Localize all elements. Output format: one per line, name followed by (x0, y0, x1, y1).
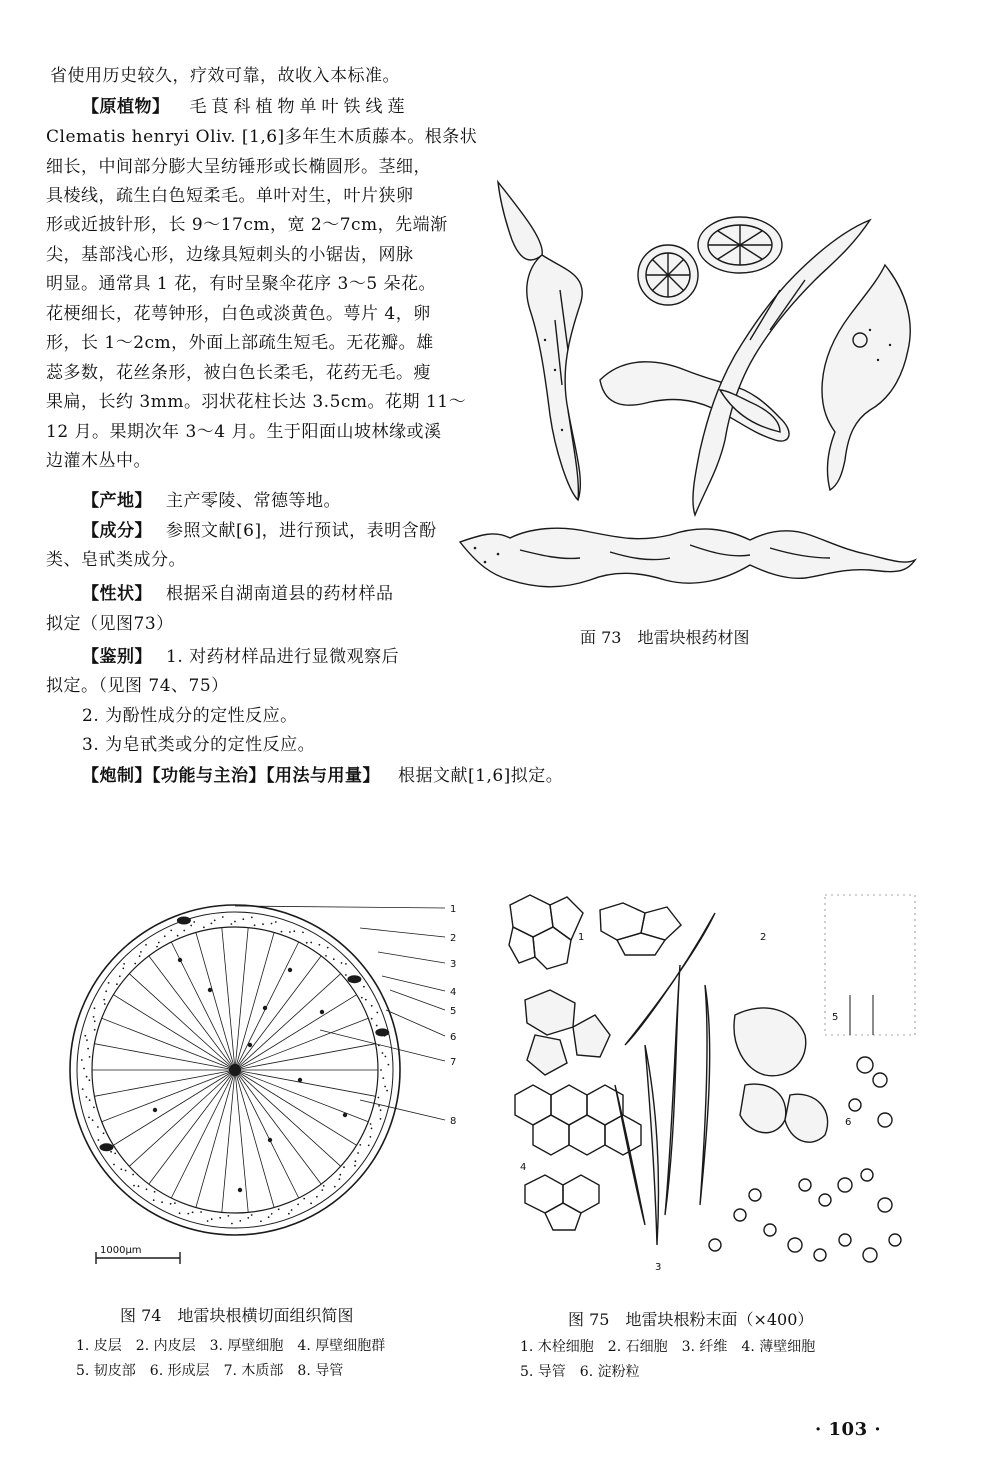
phloem-dot (154, 1191, 156, 1193)
section-tag: 【产地】 (82, 491, 152, 511)
phloem-dot (260, 1220, 262, 1222)
phloem-dot (93, 1107, 95, 1109)
phloem-dot (251, 1214, 253, 1216)
phloem-dot (371, 1018, 373, 1020)
phloem-dot (251, 917, 253, 919)
figure-74-label: 8 (450, 1116, 457, 1127)
phloem-dot (345, 974, 347, 976)
phloem-dot (386, 1090, 388, 1092)
xylem-ray (222, 1070, 235, 1212)
phloem-dot (380, 1109, 382, 1111)
starch-grains (709, 1057, 901, 1262)
phloem-dot (345, 963, 347, 965)
xylem-ray (129, 1070, 235, 1166)
phloem-dot (281, 931, 283, 933)
figure-74-label: 5 (450, 1006, 457, 1017)
text-line: 拟定。（见图 74、75） (46, 676, 229, 696)
phloem-dot (341, 962, 343, 964)
xylem-ray (222, 928, 235, 1070)
phloem-dot (365, 999, 367, 1001)
vessel (248, 1043, 252, 1047)
phloem-dot (146, 1188, 148, 1190)
phloem-dot (211, 1218, 213, 1220)
phloem-dot (254, 924, 256, 926)
phloem-dot (293, 930, 295, 932)
section-tag: 【性状】 (82, 584, 152, 604)
text-line: 根据采自湖南道县的药材样品 (166, 584, 394, 604)
phloem-dot (378, 1105, 380, 1107)
text-line: 细长，中间部分膨大呈纺锤形或长椭圆形。茎细， (46, 157, 431, 177)
vessel (153, 1108, 157, 1112)
phloem-dot (94, 1007, 96, 1009)
phloem-dot (134, 963, 136, 965)
phloem-dot (234, 921, 236, 923)
phloem-dot (193, 921, 195, 923)
phloem-dot (370, 1136, 372, 1138)
phloem-dot (93, 1016, 95, 1018)
text-line: 具棱线，疏生白色短柔毛。单叶对生，叶片狭卵 (46, 186, 414, 206)
vessel (263, 1006, 267, 1010)
phloem-dot (222, 916, 224, 918)
phloem-dot (86, 1039, 88, 1041)
section-tag: 【鉴别】 (82, 647, 152, 667)
figure-75-powder-drawing (505, 885, 925, 1295)
thick-cells (525, 1175, 599, 1230)
phloem-dot (378, 1097, 380, 1099)
phloem-dot (97, 1126, 99, 1128)
phloem-dot (382, 1077, 384, 1079)
phloem-dot (211, 923, 213, 925)
phloem-dot (368, 1145, 370, 1147)
phloem-dot (291, 1209, 293, 1211)
figure-75-label: 3 (655, 1262, 662, 1273)
xylem-ray (171, 1070, 235, 1198)
phloem-dot (179, 1212, 181, 1214)
section-heading-processing (82, 762, 563, 791)
xylem-ray (235, 1070, 341, 1166)
phloem-dot (239, 1220, 241, 1222)
phloem-dot (88, 1117, 90, 1119)
phloem-dot (219, 1217, 221, 1219)
phloem-dot (207, 1220, 209, 1222)
phloem-dot (361, 997, 363, 999)
phloem-dot (371, 1128, 373, 1130)
figure-74-label: 7 (450, 1057, 457, 1068)
phloem-dot (87, 1048, 89, 1050)
phloem-dot (94, 1020, 96, 1022)
phloem-dot (89, 1079, 91, 1081)
phloem-dot (231, 1223, 233, 1225)
figure-74-scale-bar (96, 1245, 180, 1264)
text-line: 类、皂甙类成分。 (46, 550, 186, 570)
figure-74-legend-line: 1. 皮层 2. 内皮层 3. 厚壁细胞 4. 厚壁细胞群 (76, 1338, 386, 1354)
sclerenchyma-group (375, 1028, 389, 1036)
phloem-dot (138, 1185, 140, 1187)
text-line: 形，长 1～2cm，外面上部疏生短毛。无花瓣。雄 (46, 333, 434, 353)
phloem-dot (132, 1174, 134, 1176)
phloem-dot (359, 1144, 361, 1146)
phloem-dot (327, 947, 329, 949)
sclerenchyma-group (347, 975, 361, 983)
phloem-dot (214, 920, 216, 922)
phloem-dot (120, 1168, 122, 1170)
phloem-dot (103, 1132, 105, 1134)
text-line: 蕊多数，花丝条形，被白色长柔毛，花药无毛。瘦 (46, 363, 431, 383)
phloem-dot (271, 923, 273, 925)
label-leader-line (378, 952, 445, 963)
vessels (825, 895, 915, 1035)
phloem-dot (388, 1064, 390, 1066)
figure-74-label: 4 (450, 987, 457, 998)
phloem-dot (89, 1056, 91, 1058)
section-tag: 【炮制】【功能与主治】【用法与用量】 (82, 766, 380, 786)
text-line: 果扁，长约 3mm。羽状花柱长达 3.5cm。花期 11～ (46, 392, 467, 412)
phloem-dot (247, 1217, 249, 1219)
phloem-dot (98, 1139, 100, 1141)
text-line: 花梗细长，花萼钟形，白色或淡黄色。萼片 4，卵 (46, 304, 431, 324)
text-line: Clematis henryi Oliv. [1,6]多年生木质藤本。根条状 (46, 127, 478, 147)
phloem-dot (158, 942, 160, 944)
figure-73-drawing (450, 170, 930, 610)
phloem-dot (140, 951, 142, 953)
phloem-dot (161, 1201, 163, 1203)
phloem-dot (110, 1151, 112, 1153)
figure-75-caption: 图 75 地雷块根粉末面（×400） (568, 1310, 814, 1329)
page-number: · 103 · (815, 1419, 882, 1440)
text-line: 2. 为酚性成分的定性反应。 (82, 706, 298, 726)
figure-75-legend-line: 5. 导管 6. 淀粉粒 (520, 1364, 640, 1380)
phloem-dot (89, 1099, 91, 1101)
phloem-dot (268, 1216, 270, 1218)
phloem-dot (190, 925, 192, 927)
section-heading-identification (82, 643, 399, 672)
sclerenchyma-group (100, 1143, 114, 1151)
phloem-dot (170, 1203, 172, 1205)
phloem-dot (343, 1166, 345, 1168)
phloem-dot (84, 1035, 86, 1037)
phloem-dot (94, 1029, 96, 1031)
phloem-dot (355, 1160, 357, 1162)
fibers (615, 913, 715, 1245)
figure-74-caption: 图 74 地雷块根横切面组织简图 (120, 1306, 354, 1325)
phloem-dot (278, 1208, 280, 1210)
phloem-dot (164, 935, 166, 937)
phloem-dot (275, 921, 277, 923)
phloem-dot (271, 1213, 273, 1215)
figure-73-caption: 面 73 地雷块根药材图 (580, 628, 750, 647)
phloem-dot (203, 926, 205, 928)
phloem-dot (306, 942, 308, 944)
xylem-ray (235, 942, 299, 1070)
text-line: 1. 对药材样品进行显微观察后 (166, 647, 400, 667)
stone-cells (525, 990, 610, 1075)
phloem-dot (321, 1189, 323, 1191)
label-leader-line (390, 990, 445, 1010)
phloem-dot (371, 1005, 373, 1007)
phloem-dot (153, 1199, 155, 1201)
xylem-ray (235, 974, 341, 1070)
phloem-dot (103, 999, 105, 1001)
phloem-dot (357, 1152, 359, 1154)
text-line: 形或近披针形，长 9～17cm，宽 2～7cm，先端渐 (46, 215, 448, 235)
vessel (320, 1010, 324, 1014)
vessel (238, 1188, 242, 1192)
phloem-dot (86, 1096, 88, 1098)
parenchyma-irregular (734, 1008, 828, 1142)
phloem-dot (262, 923, 264, 925)
section-heading-origin (82, 487, 341, 516)
vessel (288, 968, 292, 972)
phloem-dot (92, 1119, 94, 1121)
figure-74-label: 3 (450, 959, 457, 970)
section-heading-properties (82, 580, 394, 609)
section-heading-plant (82, 93, 410, 122)
phloem-dot (323, 1185, 325, 1187)
phloem-dot (363, 986, 365, 988)
phloem-dot (231, 923, 233, 925)
phloem-dot (86, 1076, 88, 1078)
text-line: 12 月。果期次年 3～4 月。生于阳面山坡林缘或溪 (46, 422, 442, 442)
text-line: 拟定（见图73） (46, 614, 174, 634)
phloem-dot (319, 944, 321, 946)
xylem-ray (129, 974, 235, 1070)
phloem-dot (310, 942, 312, 944)
phloem-dot (83, 1068, 85, 1070)
phloem-dot (385, 1056, 387, 1058)
phloem-dot (145, 944, 147, 946)
phloem-dot (354, 1165, 356, 1167)
xylem-ray (235, 1070, 299, 1198)
phloem-dot (288, 1213, 290, 1215)
phloem-dot (122, 968, 124, 970)
text-line: 尖，基部浅心形，边缘具短刺头的小锯齿，网脉 (46, 245, 414, 265)
section-tag: 【成分】 (82, 521, 152, 541)
section-heading-components (82, 517, 437, 546)
figure-74-cross-section (60, 880, 480, 1280)
text-line: 明显。通常具 1 花，有时呈聚伞花序 3～5 朵花。 (46, 274, 437, 294)
figure-75-label: 1 (578, 932, 585, 943)
phloem-dot (170, 930, 172, 932)
phloem-dot (105, 990, 107, 992)
phloem-dot (125, 1170, 127, 1172)
figure-74-label: 6 (450, 1032, 457, 1043)
phloem-dot (187, 1213, 189, 1215)
phloem-dot (382, 1052, 384, 1054)
cork-cells (509, 895, 681, 969)
text-line: 边灌木丛中。 (46, 451, 151, 471)
text-line: 根据文献[1,6]拟定。 (398, 766, 564, 786)
vessel (208, 988, 212, 992)
phloem-dot (82, 1088, 84, 1090)
figure-75-label: 5 (832, 1012, 839, 1023)
sclerenchyma-group (177, 917, 191, 925)
phloem-dot (302, 932, 304, 934)
phloem-dot (380, 1069, 382, 1071)
phloem-dot (114, 1153, 116, 1155)
phloem-dot (334, 1186, 336, 1188)
phloem-dot (242, 918, 244, 920)
phloem-dot (384, 1086, 386, 1088)
phloem-dot (289, 931, 291, 933)
phloem-dot (303, 1198, 305, 1200)
phloem-dot (333, 958, 335, 960)
label-leader-line (360, 928, 445, 937)
phloem-dot (376, 1025, 378, 1027)
phloem-dot (104, 1003, 106, 1005)
phloem-dot (81, 1059, 83, 1061)
text-line: 省使用历史较久，疗效可靠，故收入本标准。 (50, 66, 400, 86)
phloem-dot (174, 1202, 176, 1204)
phloem-dot (116, 983, 118, 985)
phloem-dot (133, 1185, 135, 1187)
scale-bar-label: 1000μm (100, 1245, 142, 1256)
label-leader-line (382, 976, 445, 991)
phloem-dot (376, 1012, 378, 1014)
phloem-dot (370, 1123, 372, 1125)
phloem-dot (310, 1202, 312, 1204)
figure-74-label: 1 (450, 904, 457, 915)
phloem-dot (192, 1211, 194, 1213)
figure-74-legend-line: 5. 韧皮部 6. 形成层 7. 木质部 8. 导管 (76, 1363, 344, 1379)
pith-center (229, 1064, 241, 1076)
phloem-dot (297, 1204, 299, 1206)
vessel (178, 958, 182, 962)
phloem-dot (156, 946, 158, 948)
phloem-dot (108, 982, 110, 984)
phloem-dot (316, 1196, 318, 1198)
phloem-dot (325, 955, 327, 957)
vessel (268, 1138, 272, 1142)
figure-75-label: 6 (845, 1117, 852, 1128)
phloem-dot (123, 963, 125, 965)
figure-75-legend-line: 1. 木栓细胞 2. 石细胞 3. 纤维 4. 薄壁细胞 (520, 1339, 816, 1355)
phloem-dot (139, 955, 141, 957)
figure-74-label: 2 (450, 933, 457, 944)
section-tag: 【原植物】 (82, 97, 170, 117)
text-line: 3. 为皂甙类或分的定性反应。 (82, 735, 316, 755)
vessel (343, 1113, 347, 1117)
phloem-dot (113, 1164, 115, 1166)
vessel (298, 1078, 302, 1082)
figure-75-label: 4 (520, 1162, 527, 1173)
phloem-dot (200, 1211, 202, 1213)
phloem-dot (183, 930, 185, 932)
phloem-dot (339, 1174, 341, 1176)
phloem-dot (339, 1178, 341, 1180)
xylem-ray (235, 928, 248, 1070)
text-line: 主产零陵、常德等地。 (166, 491, 341, 511)
phloem-dot (177, 935, 179, 937)
phloem-dot (119, 975, 121, 977)
text-line: 参照文献[6]，进行预试，表明含酚 (166, 521, 437, 541)
phloem-dot (380, 1118, 382, 1120)
phloem-dot (228, 1215, 230, 1217)
text-line: 毛茛科植物单叶铁线莲 (189, 97, 410, 117)
figure-75-label: 2 (760, 932, 767, 943)
